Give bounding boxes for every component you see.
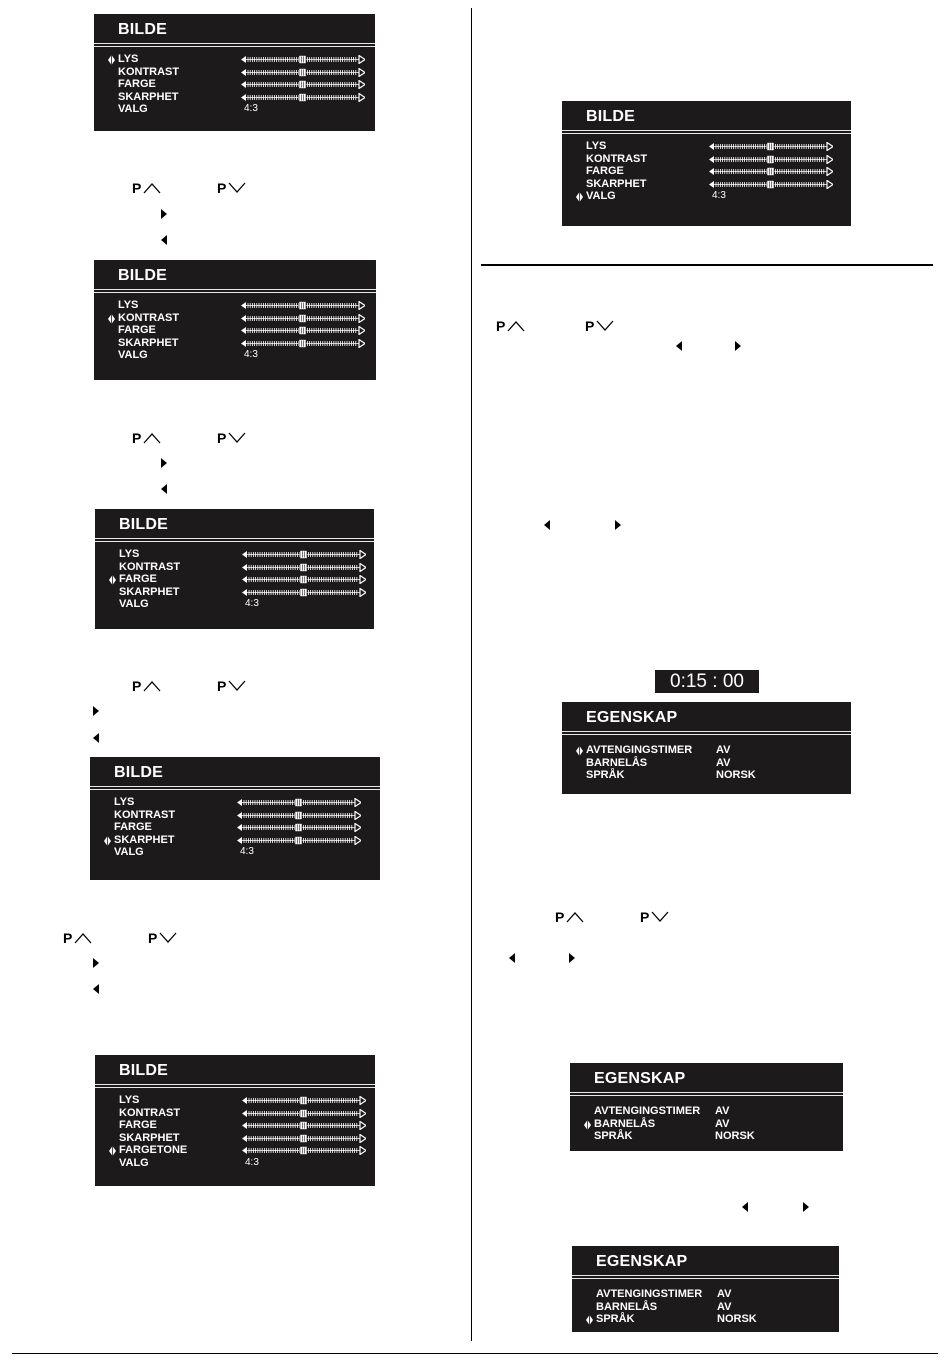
menu-row-label: SKARPHET [119,585,180,598]
level-slider [241,301,365,310]
menu-row-label: VALG [586,190,616,203]
egenskap-menu-sprak [572,1246,839,1332]
menu-row[interactable] [95,548,374,561]
chevron-down-icon [651,911,669,923]
title-divider [90,789,380,790]
menu-row-label: SKARPHET [586,177,647,190]
menu-row[interactable] [94,103,375,116]
menu-row[interactable] [95,1144,375,1157]
chevron-up-icon [566,911,584,923]
menu-row-label: FARGETONE [119,1144,188,1157]
menu-row-label: LYS [118,53,139,65]
aspect-value: 4:3 [712,190,726,202]
title-divider [90,786,380,787]
triangle-left-icon [93,733,99,743]
triangle-right-icon [615,520,621,530]
menu-row-label: FARGE [118,324,156,337]
menu-row-label: FARGE [119,573,157,586]
menu-title: BILDE [114,764,163,781]
level-slider [241,80,365,89]
menu-row[interactable] [90,821,380,834]
bilde-menu-skarphet [90,757,380,880]
menu-row-label: BARNELÅS [586,756,648,769]
menu-row-label: KONTRAST [114,808,176,821]
level-slider [242,1134,366,1143]
level-slider [242,1146,366,1155]
p-key-label: P [148,930,158,946]
chevron-up-icon [143,182,161,194]
sleep-timer-display: 0:15 : 00 [655,670,759,693]
menu-row[interactable] [95,1107,375,1120]
menu-title: BILDE [118,21,167,38]
menu-row[interactable] [90,834,380,847]
menu-row[interactable] [570,1118,843,1131]
level-slider [242,1121,366,1130]
menu-row-label: SKARPHET [118,90,179,103]
p-key-label: P [640,909,650,925]
menu-row-label: SKARPHET [118,336,179,349]
level-slider [237,811,361,820]
menu-row[interactable] [562,153,851,166]
level-slider [241,339,365,348]
triangle-left-icon [161,484,167,494]
menu-row-value: AV [716,756,731,769]
menu-row[interactable] [94,53,375,66]
level-slider [242,1109,366,1118]
menu-title: EGENSKAP [586,709,678,726]
menu-row-label: LYS [118,299,139,311]
triangle-right-icon [735,341,741,351]
title-divider [562,734,851,735]
menu-row-value: AV [715,1105,730,1117]
title-divider [572,1278,839,1279]
menu-title: EGENSKAP [594,1070,686,1087]
title-divider [95,1087,375,1088]
menu-row[interactable] [94,324,376,337]
menu-row[interactable] [572,1288,839,1301]
aspect-value: 4:3 [244,349,258,361]
p-down-key [148,930,177,946]
menu-row[interactable] [95,561,374,574]
level-slider [709,142,833,151]
level-slider [709,155,833,164]
title-divider [94,292,376,293]
menu-row-value: AV [717,1300,732,1313]
level-slider [242,575,366,584]
menu-row-label: SKARPHET [114,833,175,846]
menu-row-label: BARNELÅS [596,1300,658,1313]
bilde-menu-farge [95,509,374,629]
menu-row[interactable] [90,809,380,822]
menu-row[interactable] [562,757,851,770]
menu-row[interactable] [94,337,376,350]
menu-row-label: LYS [114,796,135,808]
menu-row-label: FARGE [118,78,156,91]
menu-row[interactable] [95,598,374,611]
section-divider [481,264,933,266]
triangle-left-icon [676,341,682,351]
menu-row[interactable] [572,1313,839,1326]
bilde-menu-fargetone [95,1055,375,1186]
menu-row-label: AVTENGINGSTIMER [596,1288,703,1300]
menu-row[interactable] [95,1157,375,1170]
menu-row-label: SKARPHET [119,1131,180,1144]
chevron-down-icon [159,932,177,944]
menu-row-label: VALG [119,598,149,611]
page-bottom-rule [12,1353,938,1354]
level-slider [242,1096,366,1105]
menu-row-label: LYS [119,548,140,560]
menu-title: BILDE [119,1062,168,1079]
chevron-down-icon [596,320,614,332]
menu-row[interactable] [570,1105,843,1118]
menu-row-value: AV [716,744,731,756]
menu-row[interactable] [562,165,851,178]
menu-row[interactable] [562,140,851,153]
p-key-label: P [217,180,227,196]
chevron-up-icon [143,432,161,444]
triangle-left-icon [742,1202,748,1212]
title-divider [572,1275,839,1276]
menu-row-value: NORSK [715,1130,755,1143]
menu-row-label: FARGE [114,821,152,834]
chevron-down-icon [228,432,246,444]
p-key-label: P [63,930,73,946]
menu-row-label: KONTRAST [119,1106,181,1119]
title-divider [94,289,376,290]
p-key-label: P [217,430,227,446]
title-divider [94,46,375,47]
menu-row[interactable] [90,846,380,859]
menu-title: BILDE [586,108,635,125]
bilde-menu-valg [562,101,851,226]
level-slider [237,823,361,832]
level-slider [241,68,365,77]
level-slider [709,167,833,176]
bilde-menu-lys [94,14,375,131]
p-key-label: P [555,909,565,925]
aspect-value: 4:3 [245,598,259,610]
aspect-value: 4:3 [245,1156,259,1168]
menu-row-label: AVTENGINGSTIMER [586,744,693,756]
menu-row[interactable] [562,178,851,191]
menu-row[interactable] [95,1132,375,1145]
menu-row-label: VALG [118,103,148,116]
menu-row[interactable] [90,796,380,809]
level-slider [241,314,365,323]
triangle-left-icon [509,953,515,963]
chevron-up-icon [74,932,92,944]
p-key-label: P [132,430,142,446]
egenskap-menu-barnelas [570,1063,843,1151]
p-up-key [555,909,584,925]
menu-row[interactable] [95,1094,375,1107]
menu-row-label: VALG [114,846,144,859]
title-divider [94,43,375,44]
p-up-key [132,180,161,196]
menu-row-label: LYS [119,1094,140,1106]
level-slider [241,55,365,64]
menu-row[interactable] [562,769,851,782]
menu-row-label: SPRÅK [586,769,625,782]
triangle-right-icon [803,1202,809,1212]
menu-row-label: FARGE [586,165,624,178]
menu-row[interactable] [562,190,851,203]
menu-title: BILDE [118,267,167,284]
level-slider [237,798,361,807]
menu-row-value: AV [717,1288,732,1300]
level-slider [709,180,833,189]
chevron-up-icon [507,320,525,332]
p-down-key [640,909,669,925]
p-key-label: P [132,180,142,196]
level-slider [237,836,361,845]
p-key-label: P [217,678,227,694]
menu-row-label: BARNELÅS [594,1117,656,1130]
egenskap-menu-timer [562,702,851,794]
p-key-label: P [585,318,595,334]
menu-row[interactable] [94,299,376,312]
p-up-key [63,930,92,946]
p-down-key [217,678,246,694]
menu-row[interactable] [95,573,374,586]
level-slider [241,326,365,335]
triangle-left-icon [544,520,550,530]
menu-row[interactable] [94,91,375,104]
p-down-key [217,180,246,196]
aspect-value: 4:3 [244,103,258,115]
title-divider [562,130,851,131]
bilde-menu-kontrast [94,260,376,380]
title-divider [95,538,374,539]
title-divider [562,731,851,732]
level-slider [242,588,366,597]
triangle-right-icon [161,458,167,468]
menu-row-label: FARGE [119,1119,157,1132]
menu-row-value: NORSK [717,1313,757,1326]
p-key-label: P [496,318,506,334]
title-divider [570,1095,843,1096]
menu-row-label: KONTRAST [586,152,648,165]
menu-row-label: SPRÅK [594,1130,633,1143]
triangle-right-icon [161,209,167,219]
p-up-key [132,430,161,446]
menu-row[interactable] [95,1119,375,1132]
chevron-up-icon [143,680,161,692]
aspect-value: 4:3 [240,846,254,858]
menu-row-value: AV [715,1117,730,1130]
title-divider [570,1092,843,1093]
menu-row-label: VALG [118,349,148,362]
p-down-key [217,430,246,446]
triangle-right-icon [93,706,99,716]
p-up-key [132,678,161,694]
title-divider [562,133,851,134]
menu-title: EGENSKAP [596,1253,688,1270]
menu-row-label: LYS [586,140,607,152]
menu-title: BILDE [119,516,168,533]
level-slider [242,550,366,559]
triangle-left-icon [93,984,99,994]
menu-row[interactable] [94,312,376,325]
triangle-right-icon [569,953,575,963]
menu-row-value: NORSK [716,769,756,782]
menu-row[interactable] [562,744,851,757]
menu-row-label: KONTRAST [119,560,181,573]
chevron-down-icon [228,182,246,194]
level-slider [241,93,365,102]
menu-row[interactable] [572,1301,839,1314]
p-key-label: P [132,678,142,694]
menu-row-label: KONTRAST [118,311,180,324]
menu-row[interactable] [95,586,374,599]
menu-row-label: AVTENGINGSTIMER [594,1105,701,1117]
menu-row[interactable] [94,78,375,91]
menu-row[interactable] [570,1130,843,1143]
level-slider [242,563,366,572]
menu-row-label: KONTRAST [118,65,180,78]
menu-row[interactable] [94,66,375,79]
title-divider [95,541,374,542]
p-up-key [496,318,525,334]
chevron-down-icon [228,680,246,692]
column-divider [471,8,472,1341]
menu-row[interactable] [94,349,376,362]
menu-row-label: SPRÅK [596,1313,635,1326]
triangle-right-icon [93,958,99,968]
menu-row-label: VALG [119,1156,149,1169]
title-divider [95,1084,375,1085]
triangle-left-icon [161,235,167,245]
p-down-key [585,318,614,334]
